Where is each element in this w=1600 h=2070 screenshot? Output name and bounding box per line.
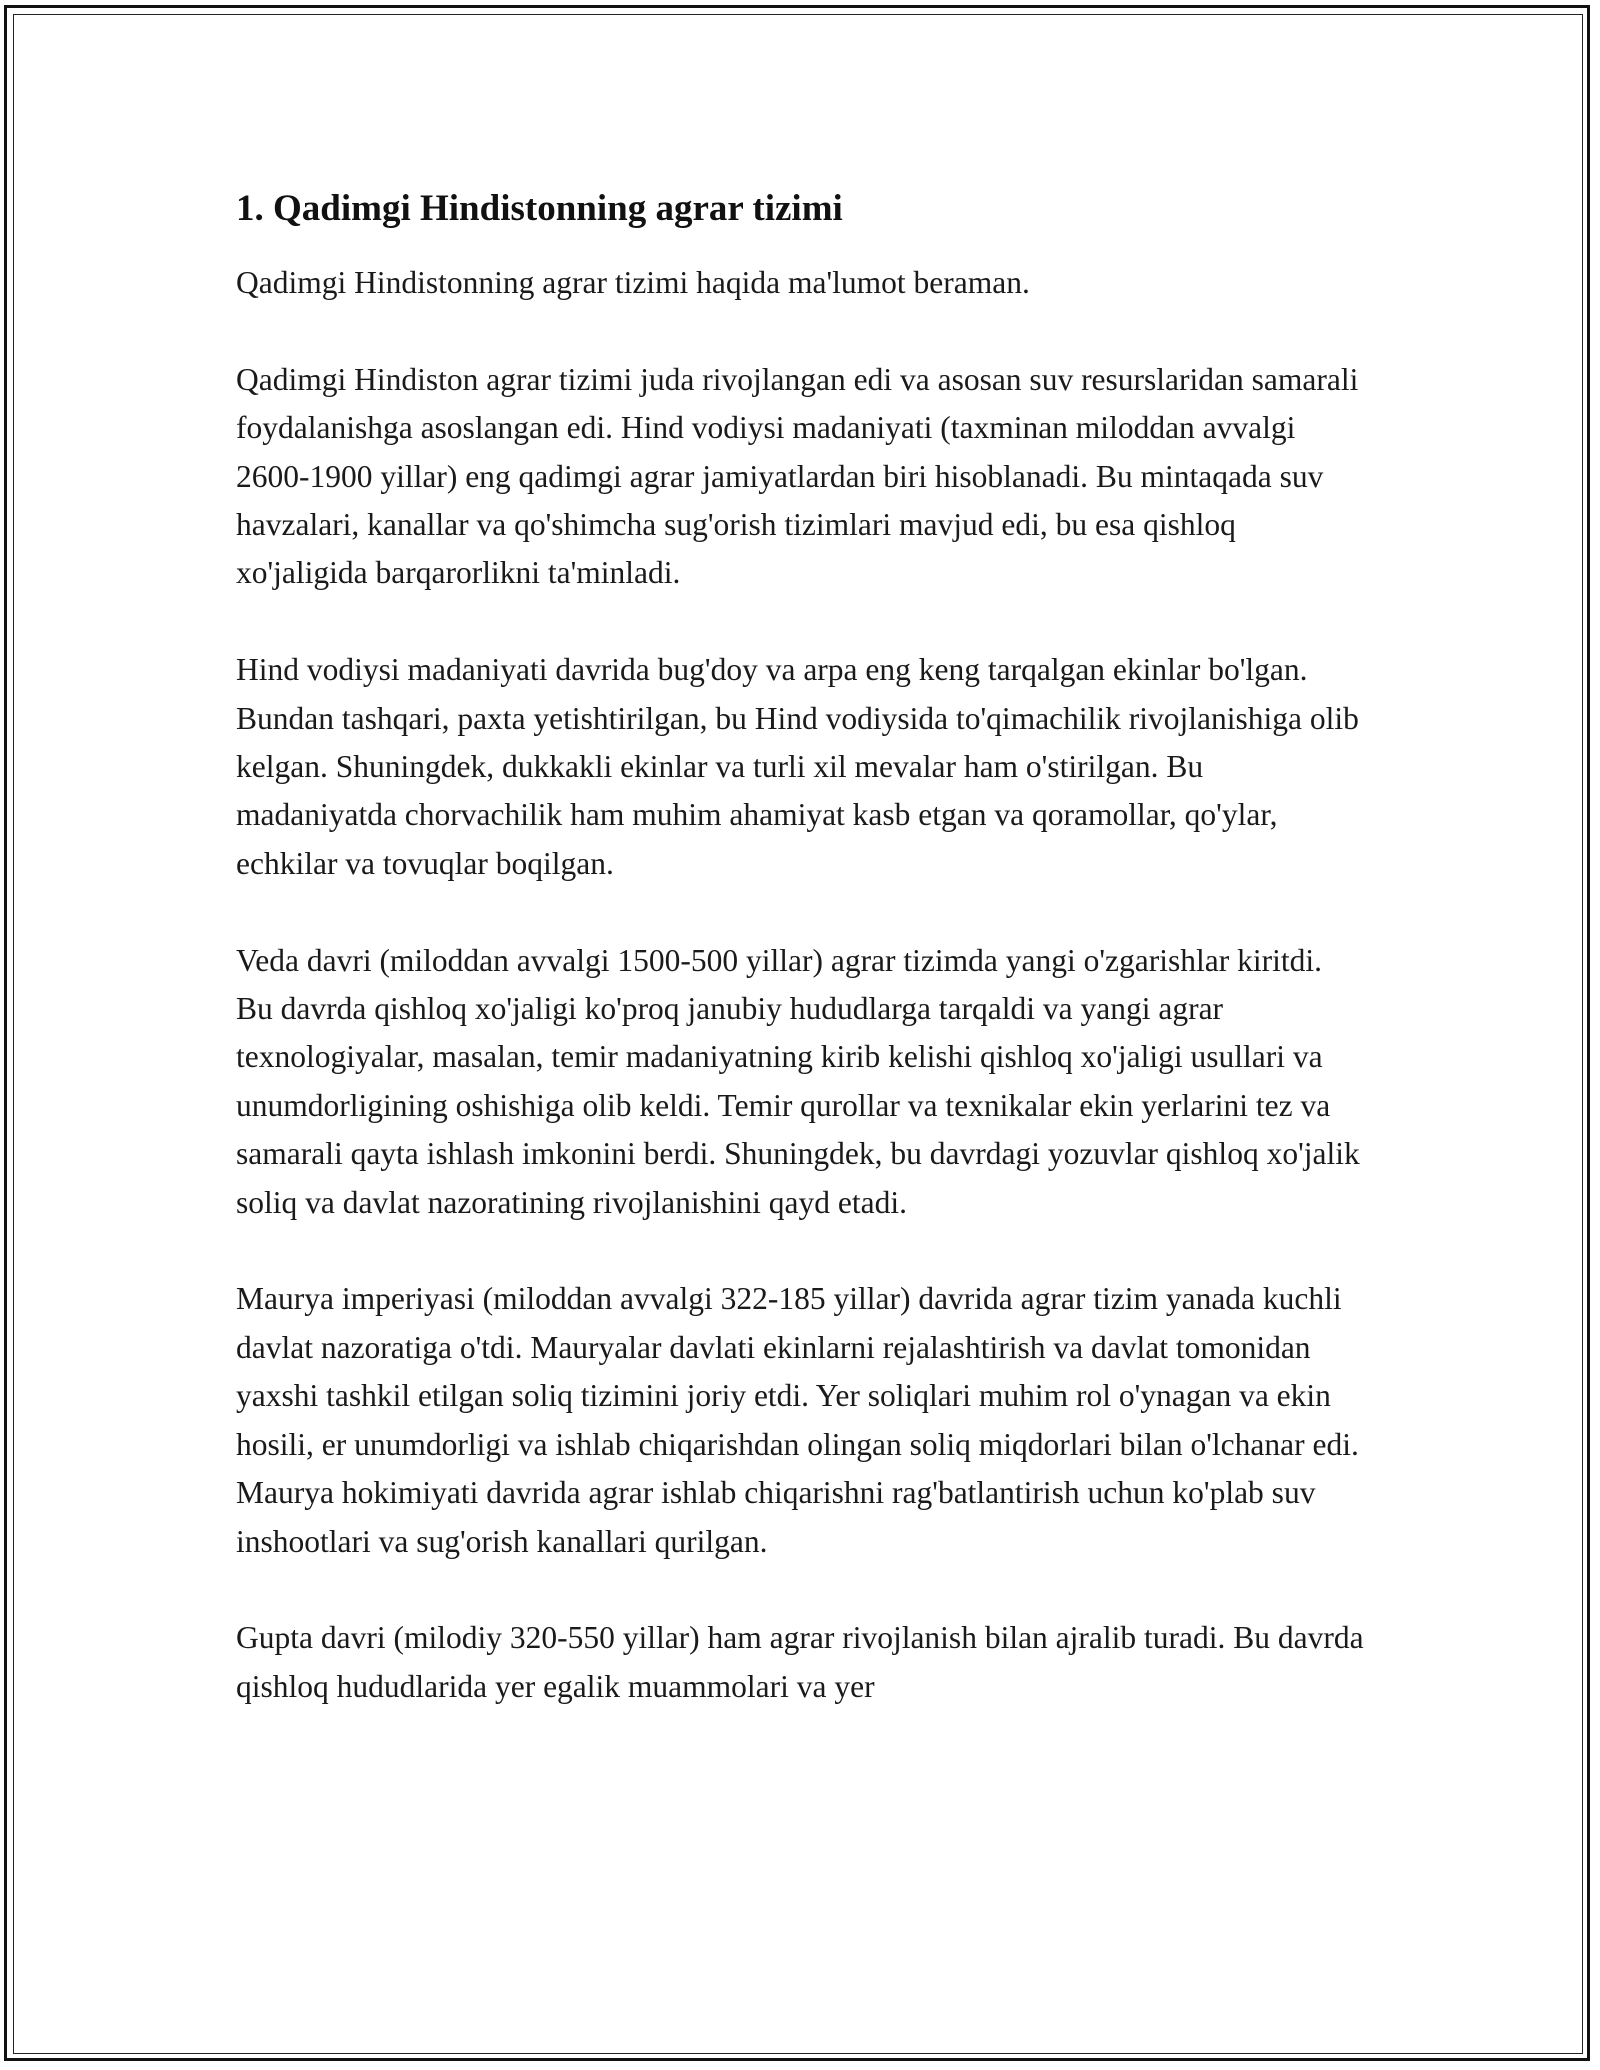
- paragraph-indus-crops: Hind vodiysi madaniyati davrida bug'doy va arpa eng keng tarqalgan ekinlar bo'lgan. Bundan tashqari, paxta yetishtirilgan, bu Hind vodiysida to'qimachilik rivojlanishiga olib kelgan. Shuningdek, dukkakli ekinlar va turli xil mevalar ham o'stirilgan. Bu madaniyatda chorvachilik ham muhim ahamiyat kasb etgan va qoramollar, qo'ylar, echkilar va tovuqlar boqilgan.: [236, 652, 1359, 881]
- paragraph-gupta-period: Gupta davri (milodiy 320-550 yillar) ham agrar rivojlanish bilan ajralib turadi. Bu davrda qishloq hududlarida yer egalik muammolari va yer: [236, 1620, 1364, 1704]
- paragraph-intro: Qadimgi Hindistonning agrar tizimi haqida ma'lumot beraman.: [236, 265, 1030, 300]
- paragraph-indus-irrigation: Qadimgi Hindiston agrar tizimi juda rivojlangan edi va asosan suv resurslaridan samarali foydalanishga asoslangan edi. Hind vodiysi madaniyati (taxminan miloddan avvalgi 2600-1900 yillar) eng qadimgi agrar jamiyatlardan biri hisoblanadi. Bu mintaqada suv havzalari, kanallar va qo'shimcha sug'orish tizimlari mavjud edi, bu esa qishloq xo'jaligida barqarorlikni ta'minladi.: [236, 361, 1359, 591]
- paragraph-maurya-empire: Maurya imperiyasi (miloddan avvalgi 322-185 yillar) davrida agrar tizim yanada kuchli davlat nazoratiga o'tdi. Mauryalar davlati ekinlarni rejalashtirish va davlat tomonidan yaxshi tashkil etilgan soliq tizimini joriy etdi. Yer soliqlari muhim rol o'ynagan va ekin hosili, er unumdorligi va ishlab chiqarishdan olingan soliq miqdorlari bilan o'lchanar edi. Maurya hokimiyati davrida agrar ishlab chiqarishni rag'batlantirish uchun ko'plab suv inshootlari va sug'orish kanallari qurilgan.: [236, 1281, 1359, 1559]
- document-title: 1. Qadimgi Hindistonning agrar tizimi: [236, 188, 843, 229]
- paragraph-vedic-period: Veda davri (miloddan avvalgi 1500-500 yillar) agrar tizimda yangi o'zgarishlar kiritdi. Bu davrda qishloq xo'jaligi ko'proq janubiy hududlarga tarqaldi va yangi agrar texnologiyalar, masalan, temir madaniyatning kirib kelishi qishloq xo'jaligi usullari va unumdorligining oshishiga olib keldi. Temir qurollar va texnikalar ekin yerlarini tez va samarali qayta ishlash imkonini berdi. Shuningdek, bu davrdagi yozuvlar qishloq xo'jalik soliq va davlat nazoratining rivojlanishini qayd etadi.: [236, 942, 1360, 1220]
- document-body: [236, 185, 1366, 1711]
